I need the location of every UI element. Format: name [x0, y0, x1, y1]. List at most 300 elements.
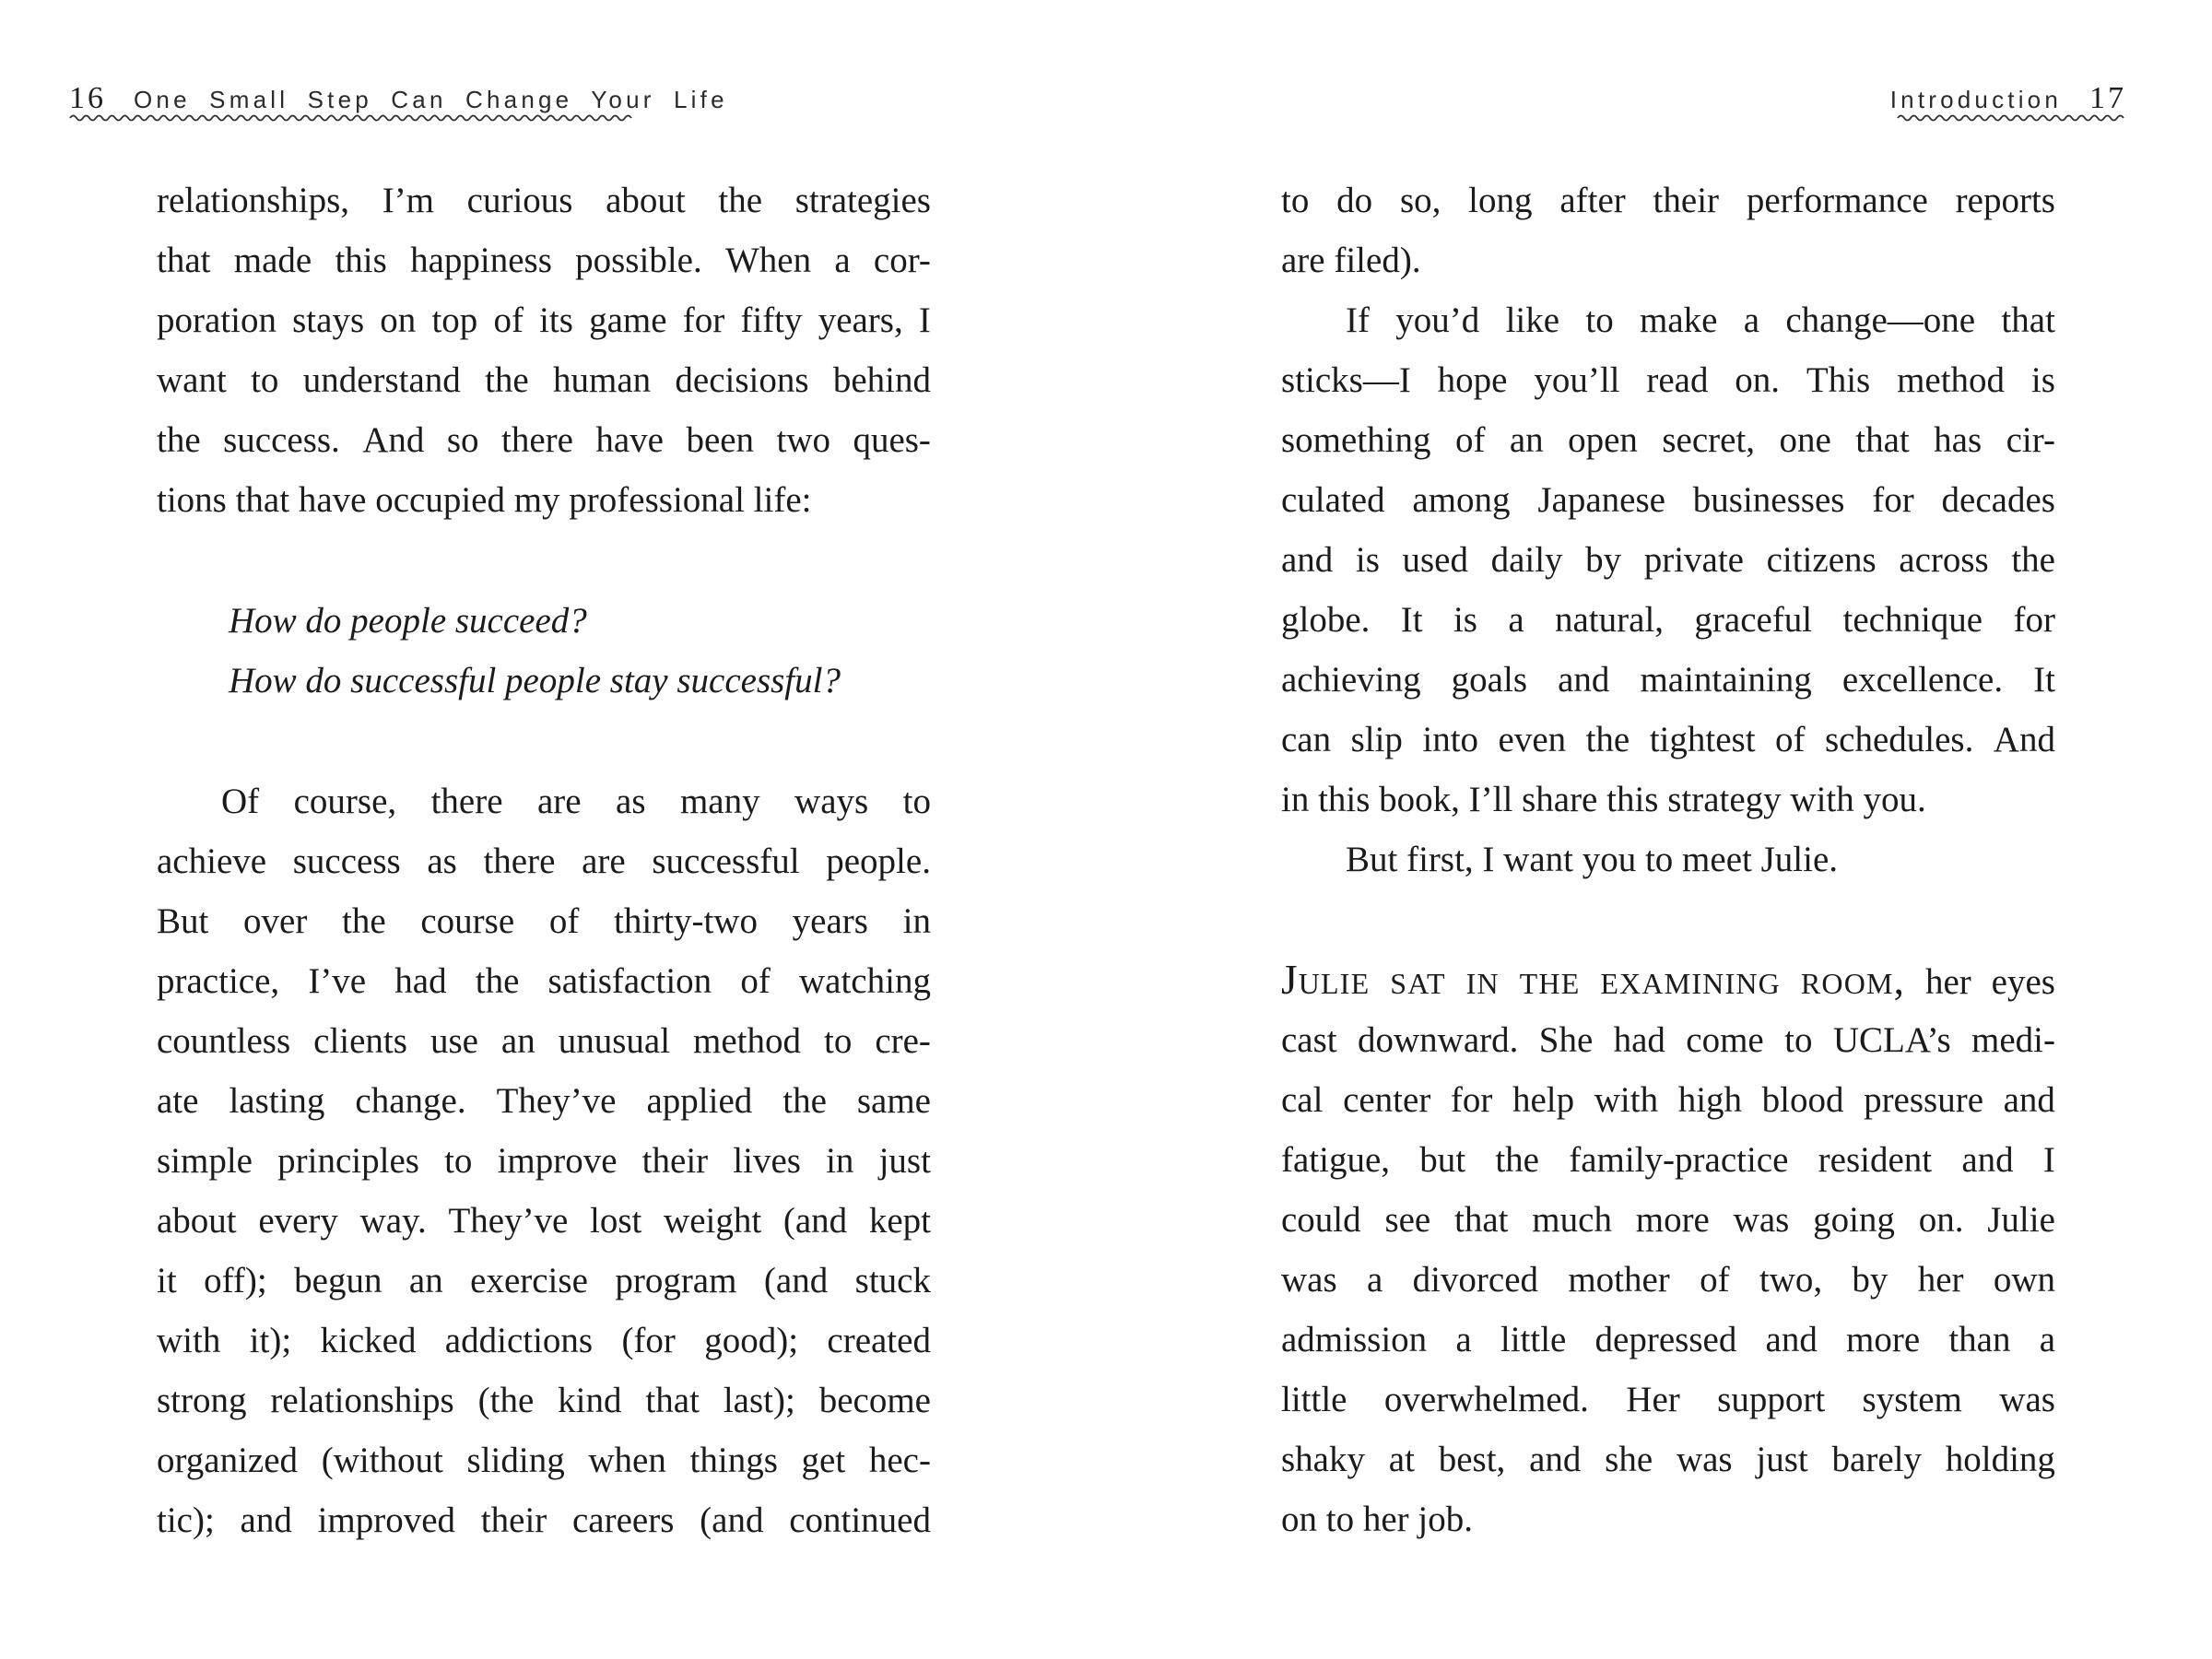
word: Julie [1281, 957, 1371, 1003]
word: continued [789, 1500, 931, 1540]
text-line [1281, 290, 2055, 350]
word: globe. [1281, 600, 1371, 640]
word: cir- [2006, 420, 2055, 460]
word: on [380, 300, 417, 340]
word: long [1468, 181, 1533, 220]
word: (and [700, 1500, 764, 1540]
word: is [1355, 540, 1380, 580]
word: a [1508, 600, 1524, 640]
word: as [616, 782, 646, 821]
word: She [1538, 1020, 1594, 1060]
word: graceful [1694, 600, 1813, 640]
wavy-underline-left [69, 112, 637, 123]
left-page-number: 16 [69, 81, 106, 115]
word: get [801, 1441, 846, 1480]
word: want [157, 360, 227, 400]
word: decisions [675, 360, 809, 400]
word: to [824, 1021, 853, 1061]
word: maintaining [1640, 660, 1812, 700]
word: center [1343, 1080, 1431, 1120]
word: just [1756, 1440, 1808, 1479]
word: cre- [875, 1021, 931, 1061]
word: at [1388, 1440, 1415, 1479]
word: change. [355, 1081, 466, 1121]
text-line [157, 1191, 931, 1251]
word: ate [157, 1081, 199, 1121]
word: blood [1761, 1080, 1844, 1120]
word: (and [782, 1201, 848, 1241]
word: the [1585, 720, 1630, 759]
word: strong [157, 1381, 247, 1420]
word: It [1400, 600, 1423, 640]
word: read [1646, 360, 1709, 400]
word: cast [1281, 1020, 1337, 1060]
word: If [1346, 300, 1370, 340]
word: decades [1941, 480, 2055, 520]
right-page-body [1281, 171, 2055, 1549]
word: I [2042, 1140, 2055, 1180]
word: best, [1438, 1440, 1506, 1479]
word: the [718, 181, 763, 220]
word: mother [1568, 1260, 1670, 1300]
word: course [420, 901, 515, 941]
word: of [740, 961, 771, 1001]
word: achieve [157, 841, 267, 881]
text-line [157, 771, 931, 831]
word: goals [1451, 660, 1527, 700]
word: that [1454, 1200, 1509, 1240]
word: admission [1281, 1320, 1428, 1359]
word: many [679, 782, 760, 821]
word: is [2030, 360, 2055, 400]
word: ques- [853, 420, 931, 460]
text-line [1281, 650, 2055, 710]
word: and [1281, 540, 1334, 580]
word: possible. [575, 241, 702, 280]
word: good); [704, 1321, 799, 1360]
word: that [2001, 300, 2055, 340]
word: been [686, 420, 755, 460]
word: the [157, 420, 201, 460]
word: their [1653, 181, 1720, 220]
word: unusual [558, 1021, 671, 1061]
word: to [1784, 1020, 1813, 1060]
word: you’d [1395, 300, 1480, 340]
word: sliding [466, 1441, 565, 1480]
word: addictions [444, 1321, 594, 1360]
word: that [1855, 420, 1910, 460]
text-line [157, 230, 931, 290]
text-line [157, 1490, 931, 1550]
word: last); [723, 1381, 795, 1420]
word: exercise [470, 1261, 588, 1300]
word: countless [157, 1021, 291, 1061]
word: was [1281, 1260, 1337, 1300]
word: own [1993, 1260, 2055, 1300]
word: the [2011, 540, 2055, 580]
right-running-head-title: Introduction [1889, 86, 2062, 113]
word: help [1512, 1080, 1575, 1120]
word: use [429, 1021, 478, 1061]
word: course, [293, 782, 397, 821]
word: so [446, 420, 479, 460]
word: the [475, 961, 520, 1001]
word: is [1453, 600, 1477, 640]
word: and [1961, 1140, 2014, 1180]
word: much [1532, 1200, 1612, 1240]
word: more [1846, 1320, 1921, 1359]
text-line [157, 951, 931, 1011]
word: resident [1818, 1140, 1933, 1180]
word: improve [497, 1141, 618, 1181]
word: watching [798, 961, 931, 1001]
right-page [1106, 0, 2212, 1659]
word: you’ll [1534, 360, 1620, 400]
text-line [1281, 1250, 2055, 1310]
word: Her [1626, 1380, 1680, 1419]
word: (without [321, 1441, 443, 1480]
word: lost [590, 1201, 642, 1241]
word: to [902, 782, 931, 821]
word: understand [302, 360, 461, 400]
word: When [724, 241, 812, 280]
word: in [902, 901, 931, 941]
word: on. [1735, 360, 1781, 400]
word: become [818, 1381, 931, 1420]
word: system [1862, 1380, 1962, 1419]
word: people. [826, 841, 931, 881]
word: Julie [1987, 1200, 2055, 1240]
word: could [1281, 1200, 1361, 1240]
word: about [157, 1201, 237, 1241]
word: just [878, 1141, 931, 1181]
wavy-underline-right [1897, 112, 2127, 123]
text-line [157, 1011, 931, 1071]
word: practice, [157, 961, 280, 1001]
word: stays [292, 300, 365, 340]
word: there [500, 420, 573, 460]
text-line [157, 891, 931, 951]
text-line [1281, 350, 2055, 410]
word: schedules. [1824, 720, 1974, 759]
word: its [539, 300, 573, 340]
word: off); [204, 1261, 267, 1300]
word: fifty [740, 300, 803, 340]
text-run: How do people succeed? [229, 601, 587, 641]
word: program [615, 1261, 737, 1300]
word: of [548, 901, 580, 941]
word: in [826, 1141, 854, 1181]
word: for [2013, 600, 2055, 640]
word: sticks—I [1281, 360, 1411, 400]
word: success [292, 841, 401, 881]
text-line [157, 1311, 931, 1371]
word: years, [818, 300, 903, 340]
word: come [1686, 1020, 1764, 1060]
text-line [1281, 1370, 2055, 1430]
word: was [1999, 1380, 2055, 1419]
text-line [1281, 530, 2055, 590]
word: to [251, 360, 279, 400]
word: more [1635, 1200, 1710, 1240]
word: ways [794, 782, 869, 821]
word: a [1743, 300, 1760, 340]
word: begun [294, 1261, 382, 1300]
word: kind [558, 1381, 622, 1420]
word: happiness [410, 241, 552, 280]
word: had [394, 961, 447, 1001]
word: applied [646, 1081, 753, 1121]
word: of [1775, 720, 1806, 759]
word: with [157, 1321, 221, 1360]
paragraph-gap [1281, 889, 2055, 950]
word: lives [733, 1141, 801, 1181]
word: the [1519, 957, 1581, 1003]
word: poration [157, 300, 276, 340]
word: weight [664, 1201, 762, 1241]
word: simple [157, 1141, 253, 1181]
word: way. [359, 1201, 427, 1241]
word: It [2033, 660, 2055, 700]
word: daily [1490, 540, 1563, 580]
text-line [157, 350, 931, 410]
word: eyes [1991, 962, 2055, 1002]
text-line [157, 591, 931, 651]
paragraph-gap [157, 530, 931, 591]
word: two [776, 420, 830, 460]
word: a [2039, 1320, 2055, 1359]
word: change—one [1785, 300, 1976, 340]
text-line [1281, 1070, 2055, 1130]
word: it); [249, 1321, 292, 1360]
word: in [1465, 957, 1500, 1003]
word: support [1717, 1380, 1826, 1419]
word: And [1993, 720, 2055, 759]
word: and [240, 1500, 292, 1540]
word: Of [221, 782, 260, 821]
word: And [362, 420, 425, 460]
text-line [157, 1430, 931, 1490]
word: medi- [1971, 1020, 2055, 1060]
word: natural, [1555, 600, 1665, 640]
word: behind [832, 360, 931, 400]
text-line [1281, 1130, 2055, 1190]
word: the [782, 1081, 827, 1121]
word: that [157, 241, 211, 280]
word: depressed [1594, 1320, 1737, 1359]
word: little [1500, 1320, 1567, 1359]
word: on. [1918, 1200, 1964, 1240]
word: about [606, 181, 686, 220]
text-line [157, 410, 931, 470]
word: tic); [157, 1500, 215, 1540]
text-line [1281, 1430, 2055, 1489]
word: successful [652, 841, 800, 881]
text-line [1281, 470, 2055, 530]
word: things [689, 1441, 778, 1480]
word: of [1454, 420, 1486, 460]
word: Japanese [1537, 480, 1665, 520]
word: an [1509, 420, 1544, 460]
text-line [157, 290, 931, 350]
word: for [682, 300, 725, 340]
text-line [1281, 830, 2055, 889]
word: culated [1281, 480, 1385, 520]
word: curious [466, 181, 573, 220]
word: are [536, 782, 582, 821]
word: This [1806, 360, 1871, 400]
word: into [1422, 720, 1479, 759]
text-line [157, 651, 931, 711]
word: But [157, 901, 209, 941]
text-run: in this book, I’ll share this strategy with you. [1281, 780, 1926, 819]
text-line [1281, 1190, 2055, 1250]
word: I [918, 300, 931, 340]
word: UCLA’s [1832, 1020, 1951, 1060]
word: pressure [1864, 1080, 1984, 1120]
word: thirty-two [613, 901, 758, 941]
word: but [1419, 1140, 1466, 1180]
word: citizens [1766, 540, 1877, 580]
word: high [1677, 1080, 1743, 1120]
word: kicked [320, 1321, 417, 1360]
word: holding [1945, 1440, 2055, 1479]
word: strategies [794, 181, 931, 220]
text-line [157, 831, 931, 891]
word: (the [477, 1381, 535, 1420]
word: performance [1746, 181, 1928, 220]
word: fatigue, [1281, 1140, 1391, 1180]
word: slip [1350, 720, 1403, 759]
text-line [157, 1371, 931, 1430]
word: it [157, 1261, 177, 1300]
word: game [589, 300, 667, 340]
word: as [427, 841, 457, 881]
word: this [335, 241, 387, 280]
word: a [1455, 1320, 1472, 1359]
word: of [1700, 1260, 1730, 1300]
word: and [2003, 1080, 2055, 1120]
word: stuck [854, 1261, 931, 1300]
text-line [1281, 1010, 2055, 1070]
word: human [553, 360, 652, 400]
word: They’ve [448, 1201, 569, 1241]
text-line [1281, 1489, 2055, 1549]
text-run: How do successful people stay successful? [229, 661, 841, 700]
word: after [1559, 181, 1626, 220]
word: make [1640, 300, 1718, 340]
word: has [1934, 420, 1983, 460]
word: private [1643, 540, 1744, 580]
word: I’m [382, 181, 435, 220]
word: achieving [1281, 660, 1421, 700]
word: open [1568, 420, 1638, 460]
word: careers [572, 1500, 675, 1540]
word: have [595, 420, 664, 460]
text-line [157, 171, 931, 230]
word: years [792, 901, 868, 941]
word: principles [277, 1141, 419, 1181]
text-run: But first, I want you to meet Julie. [1346, 840, 1839, 879]
text-run: on to her job. [1281, 1500, 1473, 1539]
word: They’ve [496, 1081, 617, 1121]
right-page-number: 17 [2089, 81, 2126, 115]
text-line [157, 1131, 931, 1191]
word: examining [1600, 957, 1781, 1003]
word: method [693, 1021, 802, 1061]
word: and [1558, 660, 1610, 700]
word: had [1613, 1020, 1665, 1060]
word: the [342, 901, 386, 941]
word: to [1281, 181, 1310, 220]
word: room, [1800, 957, 1906, 1003]
word: was [1676, 1440, 1733, 1479]
word: relationships, [157, 181, 350, 220]
word: hope [1437, 360, 1508, 400]
word: hec- [868, 1441, 931, 1480]
word: same [856, 1081, 931, 1121]
word: see [1384, 1200, 1431, 1240]
word: one [1779, 420, 1831, 460]
word: made [233, 241, 312, 280]
word: shaky [1281, 1440, 1365, 1479]
word: used [1402, 540, 1468, 580]
word: for [1450, 1080, 1493, 1120]
word: every [258, 1201, 338, 1241]
word: satisfaction [547, 961, 712, 1001]
word: divorced [1412, 1260, 1539, 1300]
left-page-body [157, 171, 931, 1550]
word: top [431, 300, 478, 340]
word: the [485, 360, 529, 400]
word: little [1281, 1380, 1347, 1419]
text-line [1281, 770, 2055, 830]
word: was [1733, 1200, 1790, 1240]
word: are [582, 841, 626, 881]
word: an [408, 1261, 443, 1300]
word: the [1495, 1140, 1539, 1180]
text-line [1281, 1310, 2055, 1370]
word: even [1498, 720, 1567, 759]
word: lasting [229, 1081, 325, 1121]
word: success. [223, 420, 340, 460]
word: method [1897, 360, 2006, 400]
word: there [430, 782, 503, 821]
word: overwhelmed. [1383, 1380, 1589, 1419]
word: excellence. [1841, 660, 2004, 700]
word: businesses [1692, 480, 1845, 520]
text-line [157, 1251, 931, 1311]
word: when [588, 1441, 666, 1480]
word: among [1412, 480, 1511, 520]
word: organized [157, 1441, 299, 1480]
text-run: tions that have occupied my professional life: [157, 480, 812, 520]
word: that [645, 1381, 700, 1420]
word: relationships [270, 1381, 454, 1420]
word: an [500, 1021, 535, 1061]
word: improved [317, 1500, 456, 1540]
word: two, [1759, 1260, 1823, 1300]
word: there [483, 841, 556, 881]
word: a [1366, 1260, 1383, 1300]
word: to [1585, 300, 1614, 340]
text-line [1281, 410, 2055, 470]
word: her [1924, 962, 1971, 1002]
word: cor- [873, 241, 931, 280]
text-line [157, 470, 931, 530]
word: created [827, 1321, 931, 1360]
word: clients [313, 1021, 407, 1061]
